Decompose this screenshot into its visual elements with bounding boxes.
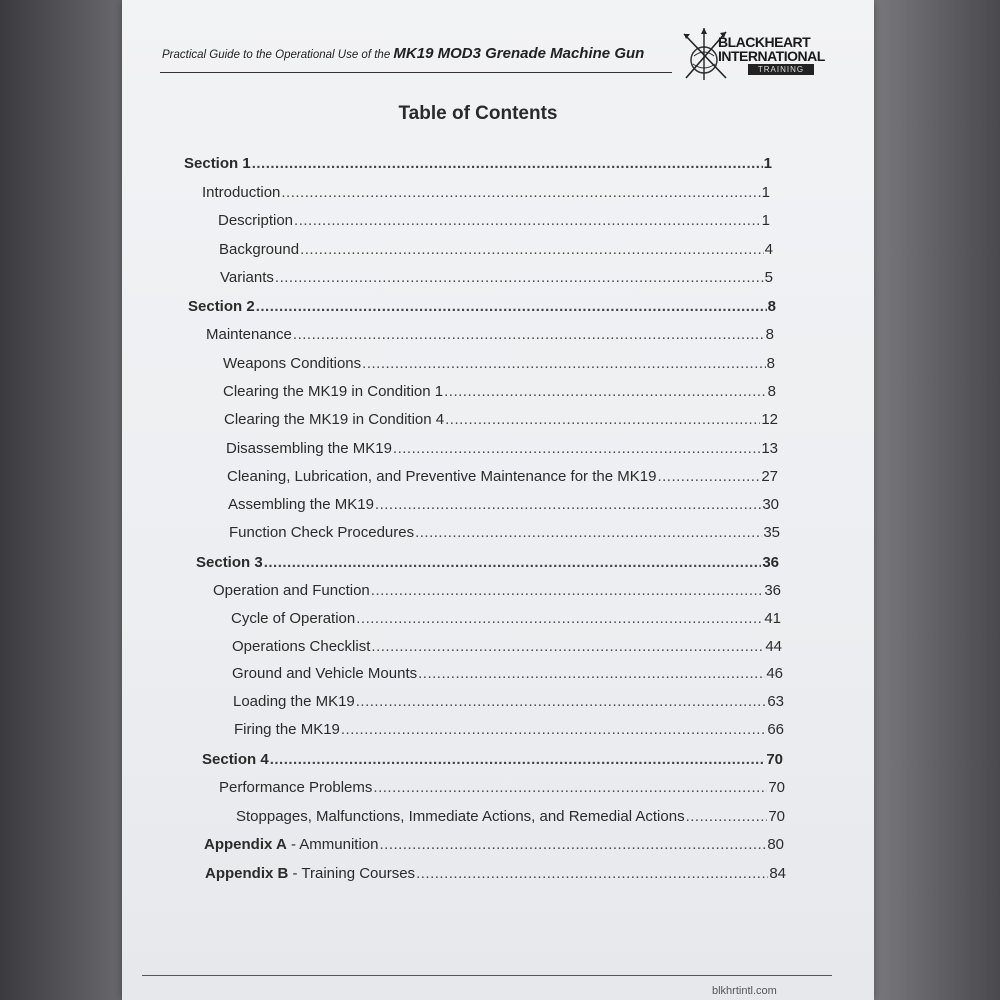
toc-page-number: 80 bbox=[767, 836, 784, 853]
toc-entry bbox=[218, 212, 770, 229]
toc-page-number: 41 bbox=[764, 610, 781, 627]
toc-dot-leader bbox=[415, 524, 762, 541]
toc-entry bbox=[223, 383, 776, 400]
toc-entry bbox=[232, 638, 782, 655]
toc-entry bbox=[213, 582, 781, 599]
toc-page-number: 36 bbox=[762, 554, 779, 571]
toc-entry bbox=[229, 524, 780, 541]
toc-entry-label: Ground and Vehicle Mounts bbox=[232, 665, 418, 682]
toc-dot-leader bbox=[379, 836, 766, 853]
toc-entry bbox=[219, 241, 773, 258]
logo-line2: INTERNATIONAL bbox=[718, 48, 825, 64]
toc-dot-leader bbox=[444, 383, 767, 400]
toc-entry bbox=[228, 496, 779, 513]
toc-dot-leader bbox=[445, 411, 760, 428]
toc-entry-label bbox=[205, 865, 415, 882]
toc-page-number: 84 bbox=[769, 865, 786, 882]
toc-page-number: 1 bbox=[761, 184, 770, 201]
toc-entry bbox=[184, 155, 772, 172]
footer-rule bbox=[142, 975, 832, 976]
toc-dot-leader bbox=[341, 721, 766, 738]
toc-entry bbox=[223, 355, 775, 372]
toc-entry-label-bold: Appendix B bbox=[205, 865, 289, 882]
document-page bbox=[122, 0, 874, 1000]
header-rule bbox=[160, 72, 672, 73]
toc-entry-label: Description bbox=[218, 212, 294, 229]
toc-entry-label: Clearing the MK19 in Condition 1 bbox=[223, 383, 444, 400]
toc-page-number: 5 bbox=[764, 269, 773, 286]
toc-entry bbox=[227, 468, 778, 485]
toc-dot-leader bbox=[252, 155, 763, 172]
toc-dot-leader bbox=[356, 610, 763, 627]
toc-entry-label: Maintenance bbox=[206, 326, 292, 343]
toc-title: Table of Contents bbox=[398, 103, 558, 124]
toc-entry bbox=[206, 326, 774, 343]
toc-entry bbox=[202, 184, 770, 201]
toc-dot-leader bbox=[256, 298, 767, 315]
toc-entry-label: Performance Problems bbox=[219, 779, 373, 796]
toc-dot-leader bbox=[657, 468, 760, 485]
toc-entry bbox=[231, 610, 781, 627]
toc-entry bbox=[205, 865, 786, 882]
toc-dot-leader bbox=[375, 496, 761, 513]
toc-dot-leader bbox=[371, 582, 764, 599]
toc-entry-label: Loading the MK19 bbox=[233, 693, 355, 710]
toc-entry-label: Operations Checklist bbox=[232, 638, 371, 655]
toc-dot-leader bbox=[270, 751, 766, 768]
toc-entry-label-rest: - Ammunition bbox=[286, 836, 379, 853]
toc-page-number: 8 bbox=[765, 326, 774, 343]
background-left bbox=[0, 0, 125, 1000]
logo-line3: TRAINING bbox=[748, 64, 814, 75]
toc-entry-label: Section 2 bbox=[188, 298, 255, 315]
toc-dot-leader bbox=[275, 269, 764, 286]
toc-page-number: 1 bbox=[761, 212, 770, 229]
toc-entry bbox=[234, 721, 784, 738]
toc-dot-leader bbox=[362, 355, 766, 372]
toc-entry-label-bold: Appendix A bbox=[204, 836, 287, 853]
toc-entry-label: Disassembling the MK19 bbox=[226, 440, 392, 457]
toc-entry-label: Background bbox=[219, 241, 300, 258]
toc-entry-label-rest: - Training Courses bbox=[288, 865, 416, 882]
toc-page-number: 12 bbox=[761, 411, 778, 428]
toc-page-number: 36 bbox=[764, 582, 781, 599]
toc-dot-leader bbox=[300, 241, 764, 258]
toc-entry bbox=[220, 269, 773, 286]
toc-dot-leader bbox=[418, 665, 765, 682]
toc-dot-leader bbox=[281, 184, 760, 201]
toc-page-number: 8 bbox=[767, 383, 776, 400]
toc-entry-label: Operation and Function bbox=[213, 582, 370, 599]
toc-page-number: 35 bbox=[763, 524, 780, 541]
page-header bbox=[162, 45, 682, 62]
toc-entry-label: Stoppages, Malfunctions, Immediate Actions, and Remedial Actions bbox=[236, 808, 685, 825]
toc-page-number: 44 bbox=[765, 638, 782, 655]
toc-page-number: 46 bbox=[766, 665, 783, 682]
toc-entry-label: Assembling the MK19 bbox=[228, 496, 374, 513]
toc-entry-label: Firing the MK19 bbox=[234, 721, 340, 738]
toc-dot-leader bbox=[356, 693, 767, 710]
toc-entry-label: Clearing the MK19 in Condition 4 bbox=[224, 411, 445, 428]
toc-entry-label: Weapons Conditions bbox=[223, 355, 362, 372]
logo-line1: BLACKHEART bbox=[718, 34, 811, 50]
toc-entry bbox=[196, 554, 779, 571]
toc-dot-leader bbox=[264, 554, 762, 571]
toc-dot-leader bbox=[294, 212, 761, 229]
toc-page-number: 13 bbox=[761, 440, 778, 457]
toc-entry-label: Cycle of Operation bbox=[231, 610, 356, 627]
header-title: MK19 MOD3 Grenade Machine Gun bbox=[393, 45, 645, 62]
toc-page-number: 70 bbox=[768, 779, 785, 796]
toc-entry bbox=[233, 693, 784, 710]
toc-entry bbox=[226, 440, 778, 457]
background-right bbox=[872, 0, 1000, 1000]
footer-url: blkhrtintl.com bbox=[712, 985, 777, 997]
blackheart-logo bbox=[682, 26, 825, 82]
toc-entry bbox=[219, 779, 785, 796]
toc-page-number: 8 bbox=[766, 355, 775, 372]
toc-entry-label: Introduction bbox=[202, 184, 281, 201]
toc-entry-label: Section 4 bbox=[202, 751, 269, 768]
toc-entry-label: Cleaning, Lubrication, and Preventive Maintenance for the MK19 bbox=[227, 468, 657, 485]
toc-entry-label: Section 3 bbox=[196, 554, 263, 571]
toc-entry-label: Function Check Procedures bbox=[229, 524, 415, 541]
toc-entry bbox=[204, 836, 784, 853]
toc-page-number: 8 bbox=[767, 298, 776, 315]
toc-dot-leader bbox=[293, 326, 765, 343]
toc-entry-label bbox=[204, 836, 378, 853]
bleed-through-heading bbox=[160, 135, 166, 161]
toc-page-number: 27 bbox=[761, 468, 778, 485]
toc-page-number: 70 bbox=[766, 751, 783, 768]
toc-page-number: 30 bbox=[762, 496, 779, 513]
toc-entry-label: Variants bbox=[220, 269, 274, 286]
toc-dot-leader bbox=[371, 638, 764, 655]
toc-entry-label: Section 1 bbox=[184, 155, 251, 172]
toc-page-number: 70 bbox=[768, 808, 785, 825]
toc-entry bbox=[232, 665, 783, 682]
toc-page-number: 63 bbox=[767, 693, 784, 710]
toc-dot-leader bbox=[416, 865, 768, 882]
toc-entry bbox=[224, 411, 778, 428]
toc-entry bbox=[236, 808, 785, 825]
toc-page-number: 66 bbox=[767, 721, 784, 738]
toc-page-number: 1 bbox=[763, 155, 772, 172]
header-prefix: Practical Guide to the Operational Use of the bbox=[162, 49, 391, 61]
toc-entry bbox=[202, 751, 783, 768]
toc-dot-leader bbox=[373, 779, 767, 796]
toc-entry bbox=[188, 298, 776, 315]
toc-page-number: 4 bbox=[764, 241, 773, 258]
toc-dot-leader bbox=[393, 440, 760, 457]
toc-dot-leader bbox=[686, 808, 768, 825]
